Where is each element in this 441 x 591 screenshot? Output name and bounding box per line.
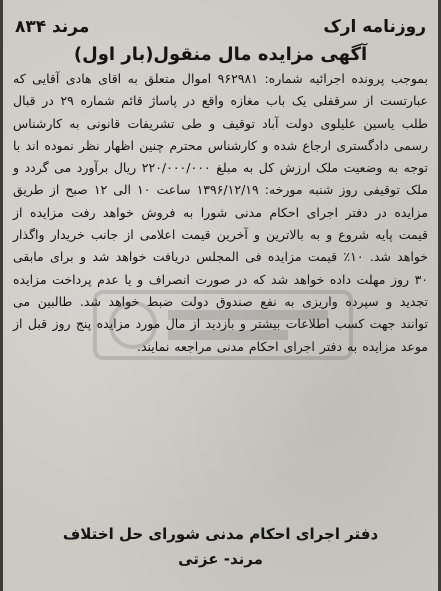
notice-body: بموجب پرونده اجرائیه شماره: ۹۶۲۹۸۱ اموال متعلق به اقای هادی آقایی که عبارتست از سرقفلی یک باب مغازه واقع در پاساژ قائم شماره ۲۹ در قبال طلب یاسین علیلوی دولت آباد توقیف و طی تشریفات قانونی به کارشناس رسمی دادگستری ارجاع شده و کارشناس محترم چنین اظهار نظر نموده اند با توجه به وضعیت ملک ارزش کل به مبلغ ۲۲۰/۰۰۰/۰۰۰ ریال برآورد می گردد و ملک توقیفی روز شنبه مورخه: ۱۳۹۶/۱۲/۱۹ ساعت ۱۰ الی ۱۲ صبح از طریق مزایده در دفتر اجرای احکام مدنی شورا به فروش خواهد رفت مزایده از قیمت پایه شروع و به بالاترین و آخرین قیمت اعلامی از جانب خریدار واگذار خواهد شد. ۱۰٪ قیمت مزایده فی المجلس دریافت خواهد شد و برای مابقی ۳۰ روز مهلت داده خواهد شد که در صورت انصراف و یا عدم پرداخت مزایده تجدید و سپرده واریزی به نفع صندوق دولت ضبط خواهد شد. طالبین می توانند جهت کسب اطلاعات بیشتر و بازدید از مال مورد مزایده پنج روز قبل از موعد مزایده به دفتر اجرای احکام مدنی مراجعه نمایند.	[13, 71, 428, 354]
signature-name: مرند- عزتی	[178, 550, 263, 568]
notice-signature	[11, 522, 430, 572]
masthead	[15, 14, 426, 40]
signature-office: دفتر اجرای احکام مدنی شورای حل اختلاف	[62, 525, 379, 543]
notice-title: آگهی مزایده مال منقول(بار اول)	[73, 44, 368, 65]
issue-number: مرند ۸۳۴	[15, 17, 90, 37]
newspaper-name: روزنامه ارک	[323, 17, 426, 37]
